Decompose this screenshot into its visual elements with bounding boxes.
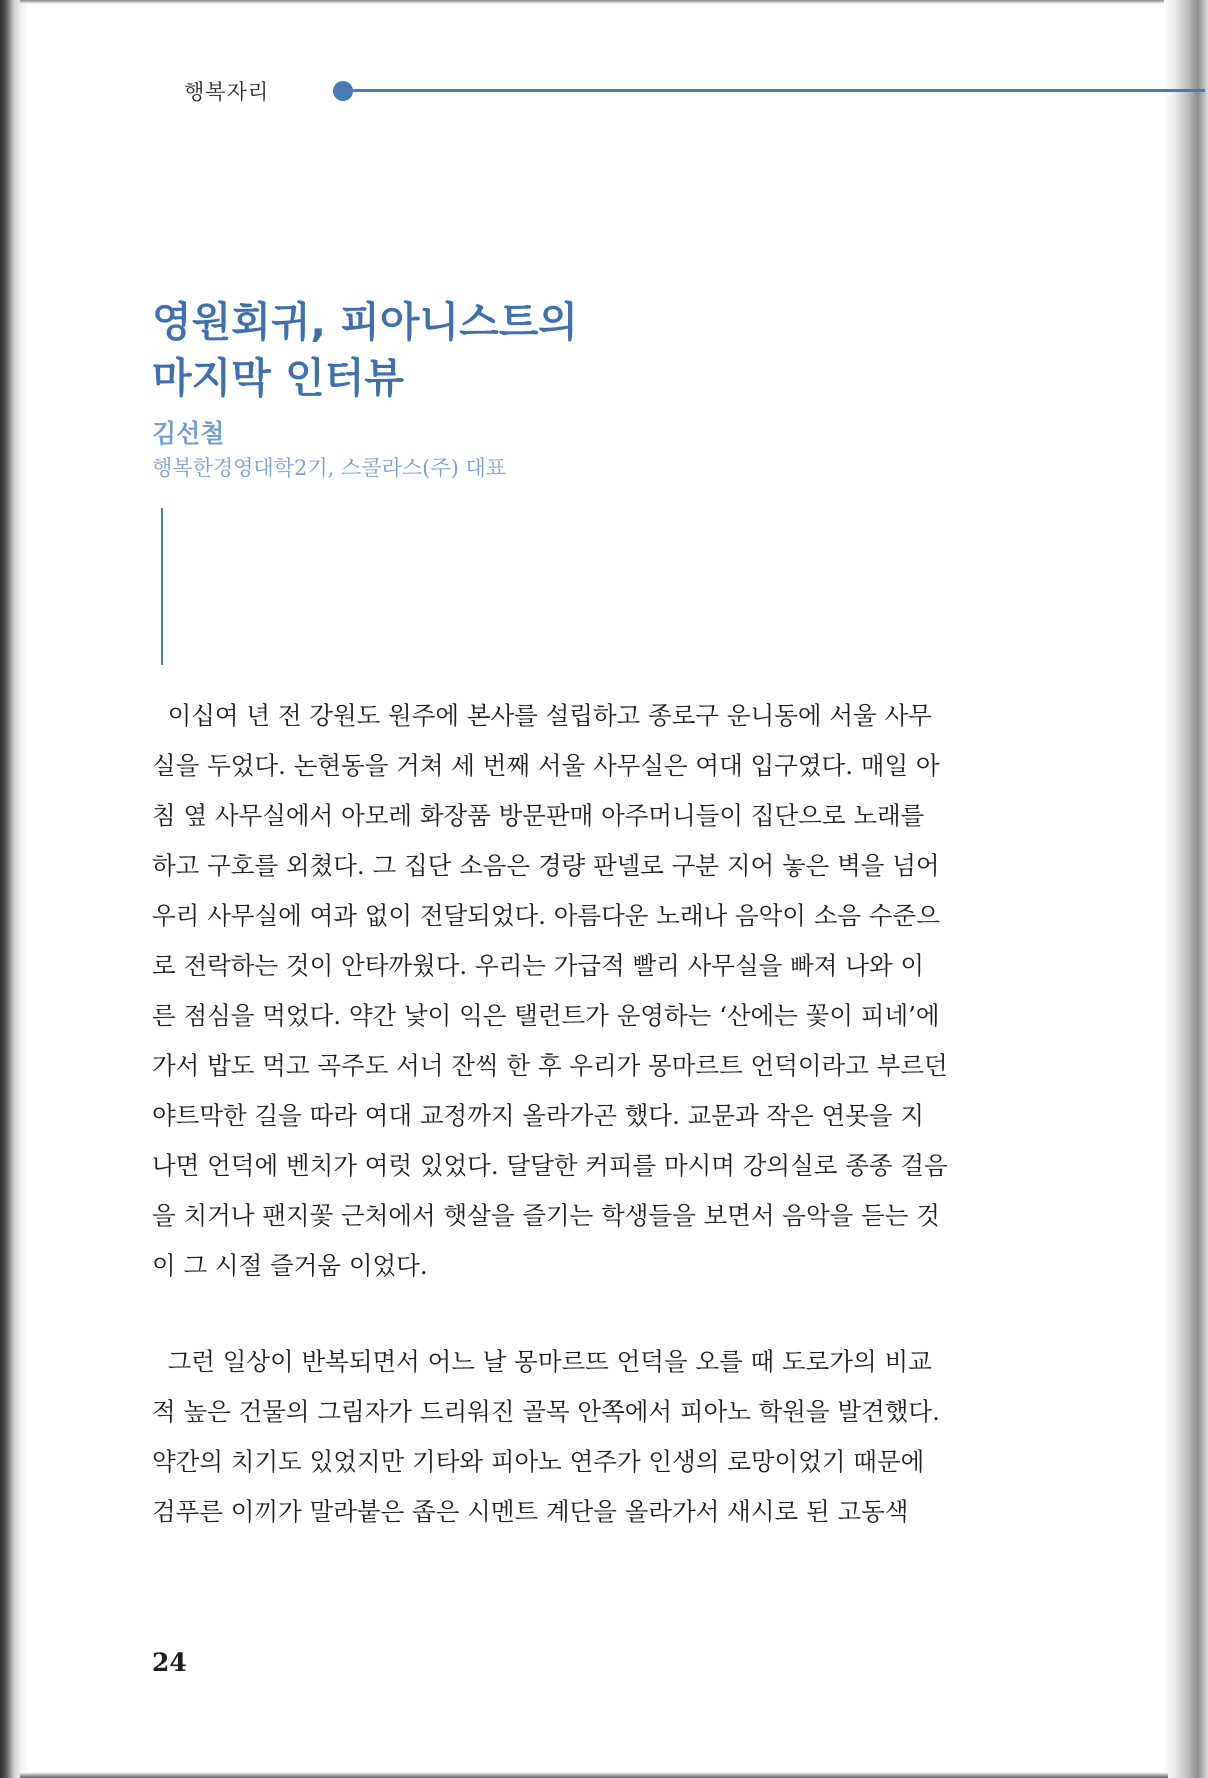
text-line: 하고 구호를 외쳤다. 그 집단 소음은 경량 판넬로 구분 지어 놓은 벽을 넘어 [152,851,940,880]
title-line: 영원회귀, 피아니스트의 [152,298,578,346]
body-paragraph-2 [152,1337,1012,1537]
text-line: 적 높은 건물의 그림자가 드리워진 골목 안쪽에서 피아노 학원을 발견했다. [152,1397,940,1426]
text-line: 이십여 년 전 강원도 원주에 본사를 설립하고 종로구 운니동에 서울 사무 [152,701,932,730]
text-line: 침 옆 사무실에서 아모레 화장품 방문판매 아주머니들이 집단으로 노래를 [152,801,925,830]
text-line: 른 점심을 먹었다. 약간 낯이 익은 탤런트가 운영하는 ‘산에는 꽃이 피네’에 [152,1001,940,1030]
author-affiliation: 행복한경영대학2기, 스콜라스(주) 대표 [152,456,507,480]
author-name: 김선철 [152,419,225,448]
text-line: 나면 언덕에 벤치가 여럿 있었다. 달달한 커피를 마시며 강의실로 종종 걸음 [152,1151,948,1180]
page-top-edge [20,0,1168,4]
section-label: 행복자리 [184,80,270,104]
page-number: 24 [152,1648,187,1677]
decorative-vertical-rule [161,508,163,665]
text-line: 검푸른 이끼가 말라붙은 좁은 시멘트 계단을 올라가서 새시로 된 고동색 [152,1497,909,1526]
text-line: 로 전락하는 것이 안타까웠다. 우리는 가급적 빨리 사무실을 빠져 나와 이 [152,951,925,980]
text-line: 약간의 치기도 있었지만 기타와 피아노 연주가 인생의 로망이었기 때문에 [152,1447,925,1476]
text-line: 우리 사무실에 여과 없이 전달되었다. 아름다운 노래나 음악이 소음 수준으 [152,901,940,930]
text-line: 그런 일상이 반복되면서 어느 날 몽마르뜨 언덕을 오를 때 도로가의 비교 [152,1347,932,1376]
text-line: 이 그 시절 즐거움 이었다. [152,1251,428,1280]
article-title [152,294,952,406]
header-rule [345,89,1205,92]
text-line: 가서 밥도 먹고 곡주도 서너 잔씩 한 후 우리가 몽마르트 언덕이라고 부르던 [152,1051,948,1080]
page-bottom-edge [20,1772,1168,1778]
title-line: 마지막 인터뷰 [152,354,404,402]
body-paragraph-1 [152,691,1012,1291]
page-binding-shadow [0,0,28,1778]
page-stack-edge [1164,0,1208,1778]
text-line: 을 치거나 팬지꽃 근처에서 햇살을 즐기는 학생들을 보면서 음악을 듣는 것 [152,1201,940,1230]
text-line: 실을 두었다. 논현동을 거쳐 세 번째 서울 사무실은 여대 입구였다. 매일 아 [152,751,940,780]
text-line: 야트막한 길을 따라 여대 교정까지 올라가곤 했다. 교문과 작은 연못을 지 [152,1101,925,1130]
